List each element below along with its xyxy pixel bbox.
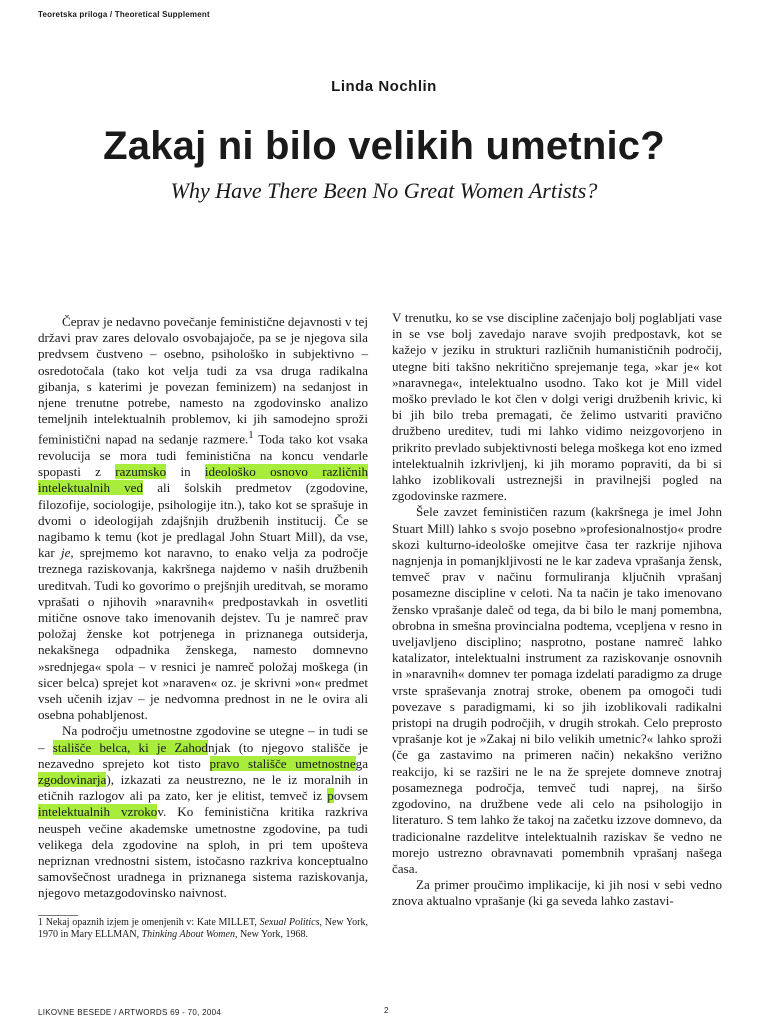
text-run: Toda tako kot vsaka revolucija se mora tudi feministična na koncu vendarle spopasti z <box>38 431 368 480</box>
article-subtitle: Why Have There Been No Great Women Artists? <box>170 178 598 203</box>
supplement-tag: Teoretska priloga / Theoretical Supplement <box>38 10 210 19</box>
text-run: Na področju umetnostne zgodovine se utegne – in tudi se – <box>38 723 368 755</box>
text-run: njak (to njegovo stališče je nezavedno sprejeto kot tisto <box>38 739 368 771</box>
text-run: ovsem <box>333 788 368 804</box>
text-run: ), izkazati za neustrezno, ne le iz moralnih in etičnih razlogov ali pa zato, ker je elitist, temveč iz <box>38 772 368 804</box>
text-run: ali šolskih predmetov (zgodovine, filozofije, sociologije, psihologije itn.), tako kot se sprašuje in dvomi o ideologijah zdajšnjih družbenih institucij. Če se nagibamo k temu (kot je predlagal John Stuart Mill), da vse, kar <box>38 480 368 561</box>
emphasis: je <box>60 545 71 561</box>
paragraph: Za primer proučimo implikacije, ki jih nosi v sebi vedno znova aktualno vprašanje (ki ga seveda lahko zastavi- <box>392 877 722 909</box>
highlighted-text: stališče belca, ki je Zahod <box>52 739 208 755</box>
highlighted-text: ideološko osnovo različnih intelektualnih ved <box>38 464 369 496</box>
text-run: , New York, 1970 in Mary ELLMAN, <box>38 917 368 940</box>
paragraph: V trenutku, ko se vse discipline začenjajo bolj poglabljati vase in se vse bolj zavedajo narave svojih predpostavk, kot se kažejo v jeziku in strukturi različnih humanističnih področij, utegne biti takšno nekritično sprejemanje tega, »kar je« kot »naravnega«, intelektualno usodno. Tako kot je Mill videl moško prevlado le kot člen v dolgi verigi družbenih krivic, ki bi jih bilo treba premagati, če želimo ustvariti pravično družbeno ureditev, tudi mi lahko vidimo neizgovorjeno in prikrito prevlado subjektivnosti belega moškega kot eno izmed intelektualnih izkrivljenj, ki jih moramo popraviti, da bi si lahko izoblikovali ustreznejši in pravilnejši pogled na zgodovinske razmere. <box>392 310 722 504</box>
highlighted-text: razumsko <box>115 464 167 480</box>
footnote <box>38 917 368 940</box>
text-run: in <box>166 464 205 480</box>
emphasis: Thinking About Women <box>141 928 235 940</box>
emphasis: Sexual Politics <box>259 917 320 928</box>
paragraph <box>38 723 368 901</box>
text-run: v. Ko feministična kritika razkriva neuspeh večine akademske umetnostne zgodovine, pa tudi velikega dela zgodovine na sploh, in pri tem upošteva nepriznan vrednostni sistem, istočasno razkriva konceptualno samovšečnost uradnega in priznanega sistema raziskovanja, njegovo metazgodovinsko naivnost. <box>38 804 368 901</box>
highlighted-text: p <box>327 788 334 804</box>
highlighted-text: intelektualnih vzroko <box>38 804 158 820</box>
paragraph: Šele zavzet feminističen razum (kakršnega je imel John Stuart Mill) lahko s svojo posebno »profesionalnostjo« prodre skozi kulturno-ideološke omejitve časa ter razkrije njihova nagnjenja in pomanjkljivosti ne le kar zadeva vprašanja žensk, temveč prav v načinu formuliranja ključnih vprašanj posamezne discipline v celoti. Na ta način je tako imenovano žensko vprašanje daleč od tega, da bi bilo le manj pomembna, obrobna in smešna provincialna podtema, vcepljena v resno in uveljavljeno disciplino; nasprotno, postane namreč lahko katalizator, intelektualni instrument za raziskovanje osnovnih in »naravnih« domnev ter pomaga izdelati paradigmo za druge vrste spraševanja znotraj stroke, obenem pa omogoči tudi povezave s paradigmami, ki so jih izoblikovali radikalni pristopi na drugih področjih, v drugih strokah. Celo preprosto vprašanje kot je »Zakaj ni bilo velikih umetnic?« lahko sproži (če ga zastavimo na primeren način) nekakšno verižno reakcijo, ki se razširi ne le na že sprejete domneve znotraj posameznega področja, temveč tudi naprej, na širšo zgodovino, na družbene vede ali celo na psihologijo in literaturo. S tem lahko že takoj na začetku izzove domnevo, da tradicionalne razdelitve intelektualnih raziskav še vedno ne morejo ustrezno obravnavati pomembnih vprašanj našega časa. <box>392 504 722 876</box>
paragraph <box>38 314 368 723</box>
author-name: Linda Nochlin <box>331 78 437 95</box>
footnote-divider <box>38 915 78 916</box>
left-column <box>38 314 368 902</box>
highlighted-text: pravo stališče umetnostne <box>209 755 356 771</box>
highlighted-text: zgodovinarja <box>38 772 107 788</box>
article-title: Zakaj ni bilo velikih umetnic? <box>103 124 665 168</box>
page-number: 2 <box>384 1006 389 1015</box>
footnote-ref: 1 <box>248 429 254 442</box>
right-column <box>392 310 722 910</box>
text-run: 1 Nekaj opaznih izjem je omenjenih v: Kate MILLET, <box>38 917 260 928</box>
text-run: , sprejmemo kot naravno, to enako velja za področje treznega raziskovanja, kakršnega najdemo v naših družbenih ureditvah. Tudi ko govorimo o prejšnjih ureditvah, se moramo vprašati o njihovih »naravnih« predpostavkah in osvetliti mitične osnove tako imenovanih dejstev. Tu je namreč prav položaj ženske kot potrjenega in priznanega outsiderja, nekakšnega odpadnika ženskega, namesto domnevno »srednjega« spola – v resnici je namreč položaj moškega (in sicer belca) sprejet kot »naraven« oz. je skrivni »on« predmet vseh učenih izjav – je nedvomna prednost in ne le ovira ali osebna pohabljenost. <box>38 545 368 723</box>
text-run: , New York, 1968. <box>234 928 309 940</box>
text-run: ga <box>355 755 368 771</box>
journal-footer: LIKOVNE BESEDE / ARTWORDS 69 - 70, 2004 <box>38 1008 222 1017</box>
text-run: Čeprav je nedavno povečanje feministične dejavnosti v tej državi prav zares delovalo osvobajajoče, pa se je njegova sila predvsem čustveno – osebno, psihološko in subjektivno – osredotočala (tako kot velja tudi za vsa druga radikalna gibanja, s katerimi je povezan feminizem) na sedanjost in njene trenutne potrebe, namesto na zgodovinsko analizo temeljnih intelektualnih problemov, ki jih samodejno sproži feministični napad na sedanje razmere. <box>38 314 368 447</box>
